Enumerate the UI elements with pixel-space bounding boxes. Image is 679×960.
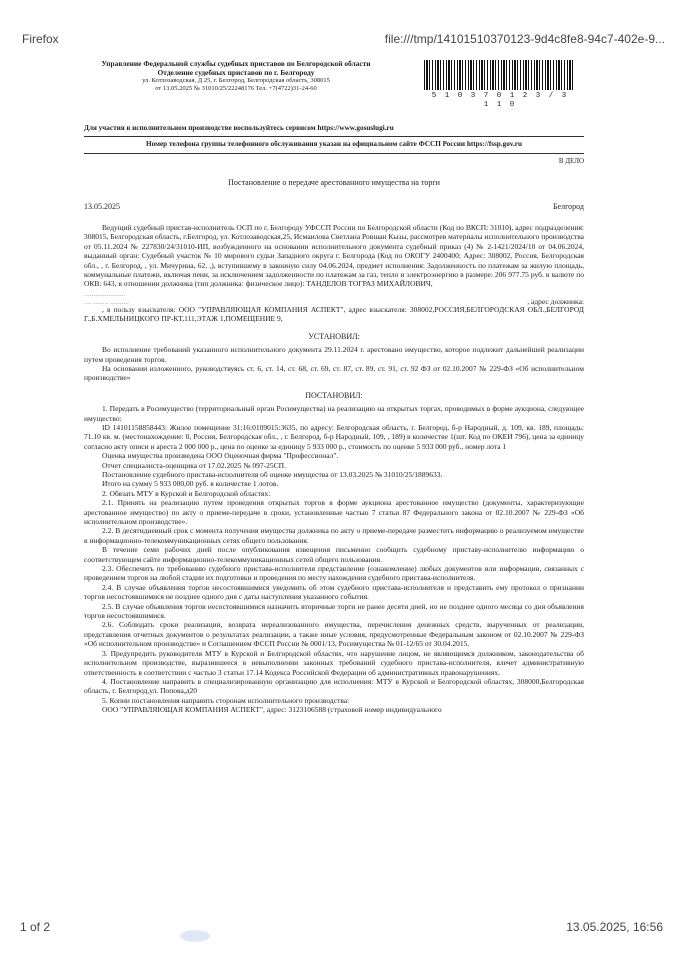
redacted-line [84, 297, 584, 305]
redacted-line: ...................... [84, 288, 126, 298]
document-city: Белгород [552, 201, 584, 211]
date-line [84, 202, 584, 211]
org-line1: Управление Федеральной службы судебных приставов по Белгородской области [101, 59, 371, 68]
appraisal-1: Оценка имущества произведена ООО Оценочная фирма "Профессионал". [102, 451, 339, 461]
document-page [84, 58, 584, 906]
ustanovil-p1: Во исполнение требований указанного исполнительного документа 29.11.2024 г. арестовано имущество, которое подлежит дальнейшей реализации путем проведения торгов. [84, 345, 584, 364]
appraisal-2: Отчет специалиста-оценщика от 17.02.2025 № 097-25СП. [102, 460, 286, 470]
gosuslugi-notice: Для участия в исполнительном производстве воспользуйтесь сервисом https://www.gosuslugi.ru [84, 124, 394, 132]
org-line2: Отделение судебных приставов по г. Белгороду [157, 67, 315, 77]
divider [84, 136, 584, 137]
item-2-1: 2.1. Принять на реализацию путем проведения открытых торгов в форме аукциона арестованное имущество (документы, характеризующие арестованное имущество) по акту о приеме-передаче в сроки, установленные частью 7 статьи 87 Федерального закона от 02.10.2007 № 229-ФЗ «Об исполнительном производстве». [84, 498, 584, 526]
item-5-text: ООО "УПРАВЛЯЮЩАЯ КОМПАНИЯ АСПЕКТ", адрес: 3123106588 (страховой номер индивидуального [102, 705, 442, 715]
item-2-2: 2.2. В десятидневный срок с момента получения имущества должника по акту о приеме-передаче разместить информацию о реализуемом имуществе в информационно-телекоммуникационных сетях общего пользования. [84, 526, 584, 545]
redacted-text: .... ........ .......... [84, 296, 129, 306]
property-description: ID 14101158858443: Жилое помещение 31:16:0109015:3635, по адресу: Белгородская область, г. Белгород, б-р Народный, д. 109, кв. 189, площадь: 71.10 кв. м. (местонахождение: 0, Россия, Белгородская обл., , г. Белгород, б-р Народный, 109, , 189) в количестве 1(шт. Код по ОКЕИ 796), цена за единицу согласно акту описи и ареста 2 000 000 р., цена по оценке за единицу 5 933 000 р., стоимость по оценке 5 933 000 руб., номер лота 1 [84, 422, 584, 451]
letterhead [84, 58, 584, 122]
org-reference: от 13.05.2025 № 31010/25/22248176 Тел. +7(4722)31-24-60 [155, 84, 317, 92]
item-1: 1. Передать в Росимущество (территориальный орган Росимущества) на реализацию на открытых торгах, проводимых в форме аукциона, следующее имущество: [84, 404, 584, 423]
item-2: 2. Обязать МТУ в Курской и Белгородской областях: [102, 488, 271, 498]
appraisal-3: Постановление судебного пристава-исполнителя об оценке имущества от 13.03.2025 № 31010/25/1889633. [102, 469, 443, 479]
item-2-4: 2.4. В случае объявления торгов несостоявшимися уведомить об этом судебного пристава-исполнителя и представить ему протокол о признании торгов несостоявшимися не позднее одного дня с даты наступления указанного события. [84, 582, 584, 602]
v-delo-mark: В ДЕЛО [558, 156, 584, 165]
document-title: Постановление о передаче арестованного имущества на торги [228, 178, 440, 188]
print-url: file:///tmp/14101510370123-9d4c8fe8-94c7-402e-9... [384, 32, 665, 46]
debtor-address-label: , адрес должника: [527, 296, 584, 306]
item-2-2b: В течение семи рабочих дней после опубликования извещения письменно сообщить судебному приставу-исполнителю информацию о соответствующем сайте информационно-телекоммуникационных сетей общего пользования. [84, 545, 584, 564]
claimant-paragraph: , в пользу взыскателя: ООО "УПРАВЛЯЮЩАЯ КОМПАНИЯ АСПЕКТ", адрес взыскателя: 308002,РОССИЯ,БЕЛГОРОДСКАЯ ОБЛ.,БЕЛГОРОД Г.,Б.ХМЕЛЬНИЦКОГО ПР-КТ,111,ЭТАЖ 1,ПОМЕЩЕНИЕ 9, [84, 304, 584, 324]
item-5: 5. Копии постановления направить сторонам исполнительного производства: [102, 695, 350, 705]
item-2-5: 2.5. В случае объявления торгов несостоявшимися назначить вторичные торги не ранее десяти дней, но не позднее одного месяца со дня объявления торгов несостоявшимися. [84, 601, 584, 621]
organization-block [86, 60, 386, 92]
phone-notice: Номер телефона группы телефонного обслуживания указан на официальном сайте ФССП России https://fssp.gov.ru [146, 140, 522, 149]
total-amount: Итого на сумму 5 933 000,00 руб. в количестве 1 лотов. [102, 479, 279, 489]
ustanovil-heading: УСТАНОВИЛ: [308, 331, 360, 341]
print-datetime: 13.05.2025, 16:56 [566, 920, 663, 934]
document-date: 13.05.2025 [84, 201, 120, 211]
item-2-6: 2.6. Соблюдать сроки реализации, возврата нереализованного имущества, перечисления денежных средств, вырученных от реализации, представления отчетных документов о результатах реализации, а также иные условия, предусмотренные Федеральным законом от 02.10.2007 № 229-ФЗ «Об исполнительном производстве» и Соглашением ФССП России № 0001/13, Росимущества № 01-12/65 от 30.04.2015. [84, 620, 584, 649]
org-address: ул. Котлозаводская, Д 25, г. Белгород, Белгородская область, 308015 [142, 77, 330, 85]
item-3: 3. Предупредить руководителя МТУ в Курской и Белгородской областях, что нарушение лицом, не являющимся должником, законодательства об исполнительном производстве, выразившееся в невыполнении законных требований судебного пристава-исполнителя, влечет административную ответственность в соответствии с частью 3 статьи 17.14 Кодекса Российской Федерации об административных правонарушениях. [84, 648, 584, 677]
intro-paragraph: Ведущий судебный пристав-исполнитель ОСП по г. Белгороду УФССП России по Белгородской области (Код по ВКСП: 31010), адрес подразделения: 308015, Белгородская область, г.Белгород, ул. Котлозаводская,25, Исмаилова Светлана Ровшан Кызы, рассмотрев материалы исполнительного производства от 05.11.2024 № 227830/24/31010-ИП, возбужденного на основании исполнительного документа судебный приказ (4) № 2-1421/2024/10 от 04.06.2024, выданный орган: Судебный участок № 10 мирового судьи Западного округа г. Белгорода (Код по ОКОГУ 2400400; Адрес: 308002, Россия, Белгородская обл., , г. Белгород, , ул. Мичурина, 62, ,), вступившему в законную силу 04.06.2024, предмет исполнения: Задолженность по платежам за жилую площадь, коммунальные платежи, включая пени, за исключением задолженности по платежам за газ, тепло и электроэнергию в размере: 206 977.75 руб. в валюте по ОКВ: 643, в отношении должника (тип должника: физическое лицо): ТАНДЕЛОВ ТОГРАЗ МИХАЙЛОВИЧ, [84, 223, 584, 289]
item-4: 4. Постановление направить в специализированную организацию для исполнения: МТУ в Курской и Белгородской областях, 308000,Белгородская область, г. Белгород,ул. Попова,д20 [84, 676, 584, 696]
browser-app-name: Firefox [22, 32, 59, 46]
postanovil-heading: ПОСТАНОВИЛ: [305, 390, 363, 400]
divider [84, 153, 584, 154]
ustanovil-p2: На основании изложенного, руководствуясь ст. 6, ст. 14, ст. 68, ст. 69, ст. 87, ст. 89, ст. 91, ст. 92 ФЗ от 02.10.2007 № 229-ФЗ «Об исполнительном производстве» [84, 363, 584, 383]
ink-smudge [180, 930, 210, 942]
barcode [424, 60, 574, 90]
page-count: 1 of 2 [20, 920, 51, 934]
barcode-number: 5 1 0 3 7 0 1 2 3 / 3 1 1 0 [431, 92, 569, 110]
item-2-3: 2.3. Обеспечить по требованию судебного пристава-исполнителя представление (ознакомление) любых документов или информации, связанных с проведением торгов на любой стадии их подготовки и проведения по месту нахождения судебного пристава-исполнителя. [84, 564, 584, 583]
